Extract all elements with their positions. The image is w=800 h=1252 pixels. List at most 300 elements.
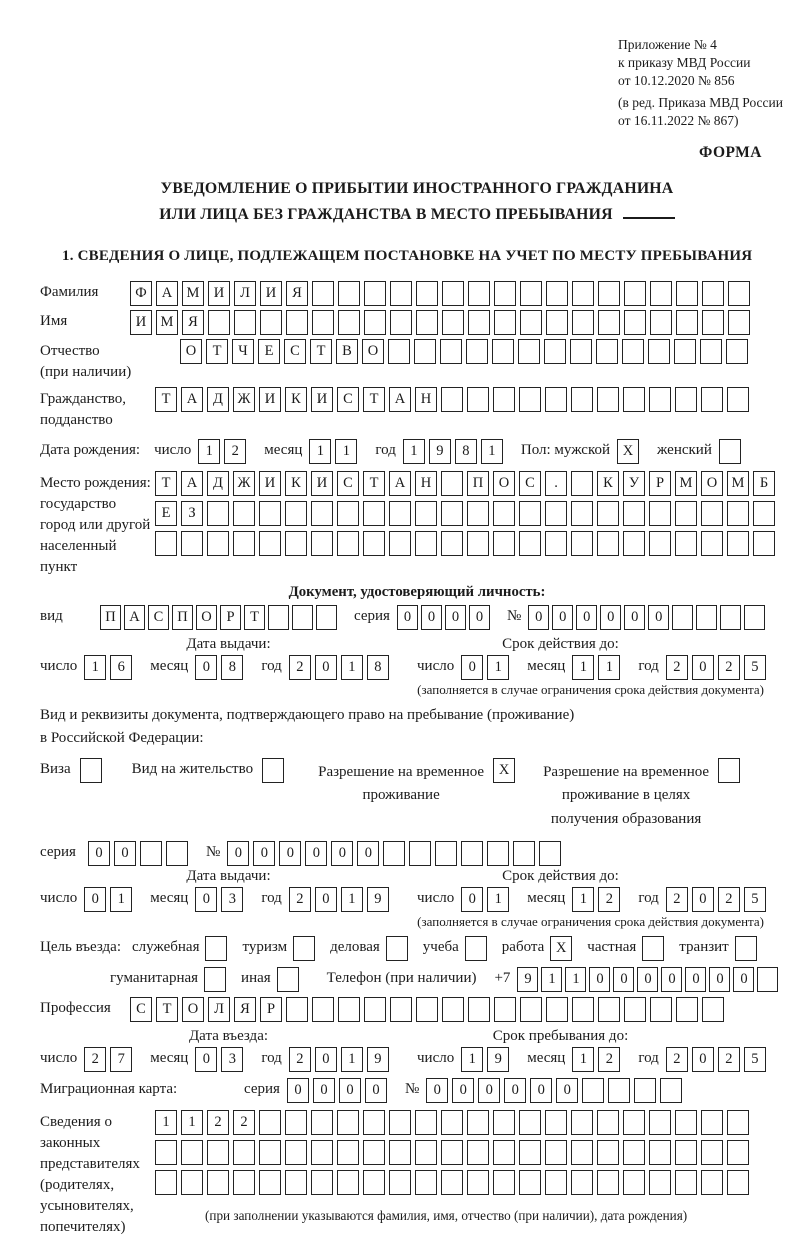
char-cell[interactable]: 0 [685, 967, 706, 992]
doc-series-boxes[interactable] [397, 605, 493, 630]
char-cell[interactable]: 9 [429, 439, 451, 464]
char-cell[interactable] [649, 1170, 671, 1195]
char-cell[interactable] [701, 1170, 723, 1195]
char-cell[interactable] [571, 1110, 593, 1135]
char-cell[interactable]: 0 [88, 841, 110, 866]
char-cell[interactable] [262, 758, 284, 783]
char-cell[interactable]: 2 [598, 1047, 620, 1072]
issue2-year[interactable] [289, 887, 393, 912]
char-cell[interactable]: О [701, 471, 723, 496]
char-cell[interactable] [719, 439, 741, 464]
char-cell[interactable] [285, 1140, 307, 1165]
char-cell[interactable] [546, 310, 568, 335]
char-cell[interactable] [390, 997, 412, 1022]
char-cell[interactable] [286, 997, 308, 1022]
char-cell[interactable]: 1 [481, 439, 503, 464]
char-cell[interactable] [701, 1110, 723, 1135]
char-cell[interactable]: Т [206, 339, 228, 364]
char-cell[interactable]: У [623, 471, 645, 496]
char-cell[interactable] [675, 531, 697, 556]
char-cell[interactable] [285, 1110, 307, 1135]
char-cell[interactable]: 0 [576, 605, 597, 630]
char-cell[interactable] [155, 1140, 177, 1165]
char-cell[interactable] [571, 1140, 593, 1165]
guardians-row2[interactable] [155, 1140, 753, 1165]
char-cell[interactable] [338, 310, 360, 335]
char-cell[interactable] [441, 1140, 463, 1165]
char-cell[interactable]: А [124, 605, 145, 630]
char-cell[interactable] [364, 281, 386, 306]
char-cell[interactable] [513, 841, 535, 866]
char-cell[interactable] [233, 1170, 255, 1195]
char-cell[interactable]: 1 [565, 967, 586, 992]
char-cell[interactable] [337, 1110, 359, 1135]
char-cell[interactable]: И [311, 387, 333, 412]
char-cell[interactable] [597, 531, 619, 556]
profession-boxes[interactable] [130, 997, 728, 1022]
char-cell[interactable]: 6 [110, 655, 132, 680]
purpose-private-checkbox[interactable] [642, 936, 668, 961]
char-cell[interactable]: 1 [309, 439, 331, 464]
char-cell[interactable]: А [181, 471, 203, 496]
char-cell[interactable]: 1 [572, 887, 594, 912]
char-cell[interactable]: Т [155, 471, 177, 496]
char-cell[interactable]: 2 [666, 887, 688, 912]
char-cell[interactable] [311, 1110, 333, 1135]
char-cell[interactable] [493, 1140, 515, 1165]
char-cell[interactable] [466, 339, 488, 364]
char-cell[interactable]: 0 [84, 887, 106, 912]
char-cell[interactable] [389, 531, 411, 556]
stay-month[interactable] [572, 1047, 624, 1072]
char-cell[interactable] [676, 281, 698, 306]
char-cell[interactable] [623, 1140, 645, 1165]
char-cell[interactable] [207, 1170, 229, 1195]
char-cell[interactable] [518, 339, 540, 364]
char-cell[interactable]: 1 [110, 887, 132, 912]
char-cell[interactable] [597, 1110, 619, 1135]
char-cell[interactable]: А [156, 281, 178, 306]
char-cell[interactable] [519, 387, 541, 412]
char-cell[interactable]: 0 [452, 1078, 474, 1103]
char-cell[interactable]: 0 [552, 605, 573, 630]
char-cell[interactable] [207, 1140, 229, 1165]
char-cell[interactable] [676, 997, 698, 1022]
char-cell[interactable]: Я [182, 310, 204, 335]
char-cell[interactable]: X [493, 758, 515, 783]
char-cell[interactable] [570, 339, 592, 364]
char-cell[interactable] [660, 1078, 682, 1103]
char-cell[interactable] [545, 1170, 567, 1195]
char-cell[interactable] [519, 1110, 541, 1135]
char-cell[interactable]: 0 [305, 841, 327, 866]
char-cell[interactable]: X [550, 936, 572, 961]
char-cell[interactable] [608, 1078, 630, 1103]
char-cell[interactable]: 2 [718, 887, 740, 912]
char-cell[interactable] [415, 501, 437, 526]
char-cell[interactable]: 2 [233, 1110, 255, 1135]
char-cell[interactable] [727, 387, 749, 412]
char-cell[interactable]: 0 [613, 967, 634, 992]
char-cell[interactable] [259, 1170, 281, 1195]
char-cell[interactable] [493, 531, 515, 556]
char-cell[interactable]: И [259, 387, 281, 412]
char-cell[interactable]: 1 [181, 1110, 203, 1135]
char-cell[interactable] [441, 531, 463, 556]
char-cell[interactable]: 1 [487, 655, 509, 680]
char-cell[interactable]: 0 [114, 841, 136, 866]
char-cell[interactable]: О [362, 339, 384, 364]
char-cell[interactable] [539, 841, 561, 866]
migration-series-boxes[interactable] [287, 1078, 391, 1103]
char-cell[interactable] [285, 531, 307, 556]
char-cell[interactable]: Р [649, 471, 671, 496]
valid1-month[interactable] [572, 655, 624, 680]
entry-year[interactable] [289, 1047, 393, 1072]
char-cell[interactable]: О [493, 471, 515, 496]
char-cell[interactable] [414, 339, 436, 364]
char-cell[interactable] [208, 310, 230, 335]
char-cell[interactable]: Б [753, 471, 775, 496]
issue1-month[interactable] [195, 655, 247, 680]
char-cell[interactable] [648, 339, 670, 364]
char-cell[interactable] [468, 310, 490, 335]
char-cell[interactable] [571, 1170, 593, 1195]
birth-place-row1[interactable] [155, 471, 779, 496]
char-cell[interactable]: 5 [744, 887, 766, 912]
char-cell[interactable] [545, 1140, 567, 1165]
char-cell[interactable] [727, 531, 749, 556]
char-cell[interactable] [675, 1170, 697, 1195]
issue2-month[interactable] [195, 887, 247, 912]
char-cell[interactable] [622, 339, 644, 364]
char-cell[interactable]: О [180, 339, 202, 364]
char-cell[interactable]: 2 [718, 1047, 740, 1072]
char-cell[interactable] [312, 997, 334, 1022]
firstname-boxes[interactable] [130, 310, 754, 335]
char-cell[interactable] [494, 310, 516, 335]
char-cell[interactable]: С [337, 471, 359, 496]
char-cell[interactable] [260, 310, 282, 335]
char-cell[interactable]: 2 [666, 1047, 688, 1072]
char-cell[interactable]: Ч [232, 339, 254, 364]
char-cell[interactable] [753, 531, 775, 556]
guardians-row3[interactable] [155, 1170, 753, 1195]
doc-kind-boxes[interactable] [100, 605, 340, 630]
char-cell[interactable] [487, 841, 509, 866]
char-cell[interactable]: 9 [517, 967, 538, 992]
char-cell[interactable] [468, 281, 490, 306]
char-cell[interactable]: 0 [692, 887, 714, 912]
char-cell[interactable]: 2 [289, 655, 311, 680]
char-cell[interactable] [572, 997, 594, 1022]
char-cell[interactable]: 8 [455, 439, 477, 464]
char-cell[interactable] [571, 531, 593, 556]
char-cell[interactable] [701, 1140, 723, 1165]
char-cell[interactable]: 0 [692, 1047, 714, 1072]
char-cell[interactable] [390, 310, 412, 335]
char-cell[interactable]: 0 [469, 605, 490, 630]
char-cell[interactable]: 1 [541, 967, 562, 992]
char-cell[interactable] [696, 605, 717, 630]
char-cell[interactable]: Т [363, 387, 385, 412]
char-cell[interactable] [598, 997, 620, 1022]
char-cell[interactable] [546, 997, 568, 1022]
char-cell[interactable] [519, 1140, 541, 1165]
char-cell[interactable] [467, 531, 489, 556]
char-cell[interactable] [649, 531, 671, 556]
char-cell[interactable] [467, 501, 489, 526]
char-cell[interactable] [494, 997, 516, 1022]
char-cell[interactable] [233, 531, 255, 556]
char-cell[interactable] [467, 1170, 489, 1195]
birth-day-boxes[interactable] [198, 439, 250, 464]
char-cell[interactable] [493, 1110, 515, 1135]
char-cell[interactable] [259, 501, 281, 526]
valid2-day[interactable] [461, 887, 513, 912]
char-cell[interactable]: 0 [315, 655, 337, 680]
char-cell[interactable]: М [727, 471, 749, 496]
residence-number-boxes[interactable] [227, 841, 565, 866]
char-cell[interactable]: Ж [233, 471, 255, 496]
char-cell[interactable] [363, 501, 385, 526]
char-cell[interactable] [389, 1110, 411, 1135]
char-cell[interactable] [363, 1170, 385, 1195]
char-cell[interactable]: А [389, 387, 411, 412]
sex-female-checkbox[interactable] [719, 439, 745, 464]
char-cell[interactable] [702, 310, 724, 335]
purpose-tourism-checkbox[interactable] [293, 936, 319, 961]
char-cell[interactable]: 0 [556, 1078, 578, 1103]
valid2-year[interactable] [666, 887, 770, 912]
char-cell[interactable] [441, 471, 463, 496]
char-cell[interactable]: 0 [195, 655, 217, 680]
char-cell[interactable] [259, 531, 281, 556]
char-cell[interactable] [727, 1140, 749, 1165]
char-cell[interactable] [435, 841, 457, 866]
char-cell[interactable] [389, 501, 411, 526]
char-cell[interactable]: Т [310, 339, 332, 364]
issue1-day[interactable] [84, 655, 136, 680]
char-cell[interactable]: 9 [367, 887, 389, 912]
char-cell[interactable] [701, 501, 723, 526]
char-cell[interactable] [753, 501, 775, 526]
char-cell[interactable]: 2 [718, 655, 740, 680]
char-cell[interactable] [597, 387, 619, 412]
char-cell[interactable] [442, 997, 464, 1022]
char-cell[interactable]: 0 [624, 605, 645, 630]
char-cell[interactable]: Т [244, 605, 265, 630]
char-cell[interactable] [286, 310, 308, 335]
char-cell[interactable]: И [208, 281, 230, 306]
char-cell[interactable] [205, 936, 227, 961]
edu-residence-checkbox[interactable] [718, 758, 744, 783]
char-cell[interactable]: Р [260, 997, 282, 1022]
char-cell[interactable] [675, 1140, 697, 1165]
char-cell[interactable] [259, 1140, 281, 1165]
purpose-business-checkbox[interactable] [205, 936, 231, 961]
char-cell[interactable]: 0 [478, 1078, 500, 1103]
char-cell[interactable]: 0 [365, 1078, 387, 1103]
char-cell[interactable]: 5 [744, 1047, 766, 1072]
char-cell[interactable] [386, 936, 408, 961]
char-cell[interactable] [675, 501, 697, 526]
char-cell[interactable]: 1 [84, 655, 106, 680]
char-cell[interactable] [545, 501, 567, 526]
purpose-other-checkbox[interactable] [277, 967, 303, 992]
char-cell[interactable] [337, 1140, 359, 1165]
purpose-transit-checkbox[interactable] [735, 936, 761, 961]
char-cell[interactable]: Ф [130, 281, 152, 306]
char-cell[interactable] [572, 281, 594, 306]
char-cell[interactable] [520, 310, 542, 335]
char-cell[interactable] [493, 1170, 515, 1195]
char-cell[interactable] [363, 1110, 385, 1135]
char-cell[interactable] [140, 841, 162, 866]
purpose-commercial-checkbox[interactable] [386, 936, 412, 961]
char-cell[interactable] [207, 531, 229, 556]
char-cell[interactable] [649, 387, 671, 412]
char-cell[interactable]: X [617, 439, 639, 464]
char-cell[interactable] [155, 1170, 177, 1195]
char-cell[interactable]: С [337, 387, 359, 412]
char-cell[interactable] [720, 605, 741, 630]
char-cell[interactable]: И [259, 471, 281, 496]
char-cell[interactable] [493, 501, 515, 526]
char-cell[interactable] [233, 501, 255, 526]
char-cell[interactable] [415, 1170, 437, 1195]
char-cell[interactable]: 0 [426, 1078, 448, 1103]
char-cell[interactable]: Я [234, 997, 256, 1022]
char-cell[interactable] [441, 1110, 463, 1135]
char-cell[interactable] [311, 1170, 333, 1195]
char-cell[interactable]: 0 [279, 841, 301, 866]
char-cell[interactable] [582, 1078, 604, 1103]
char-cell[interactable]: 0 [530, 1078, 552, 1103]
birth-year-boxes[interactable] [403, 439, 507, 464]
char-cell[interactable] [181, 1170, 203, 1195]
char-cell[interactable] [571, 471, 593, 496]
char-cell[interactable] [311, 531, 333, 556]
char-cell[interactable] [416, 310, 438, 335]
char-cell[interactable] [277, 967, 299, 992]
char-cell[interactable] [623, 531, 645, 556]
char-cell[interactable]: С [284, 339, 306, 364]
char-cell[interactable] [519, 531, 541, 556]
char-cell[interactable] [571, 501, 593, 526]
char-cell[interactable]: С [148, 605, 169, 630]
char-cell[interactable] [181, 531, 203, 556]
char-cell[interactable]: 1 [341, 655, 363, 680]
char-cell[interactable] [701, 387, 723, 412]
char-cell[interactable] [598, 310, 620, 335]
char-cell[interactable]: 0 [661, 967, 682, 992]
char-cell[interactable]: 0 [195, 1047, 217, 1072]
stay-day[interactable] [461, 1047, 513, 1072]
char-cell[interactable]: 2 [598, 887, 620, 912]
char-cell[interactable]: 0 [733, 967, 754, 992]
valid2-month[interactable] [572, 887, 624, 912]
char-cell[interactable] [519, 1170, 541, 1195]
char-cell[interactable] [623, 387, 645, 412]
char-cell[interactable] [675, 387, 697, 412]
char-cell[interactable] [623, 1110, 645, 1135]
purpose-humanitarian-checkbox[interactable] [204, 967, 230, 992]
char-cell[interactable] [598, 281, 620, 306]
char-cell[interactable] [442, 281, 464, 306]
char-cell[interactable]: 0 [195, 887, 217, 912]
char-cell[interactable]: 1 [198, 439, 220, 464]
char-cell[interactable]: 9 [487, 1047, 509, 1072]
char-cell[interactable] [718, 758, 740, 783]
visa-checkbox[interactable] [80, 758, 106, 783]
char-cell[interactable]: 0 [461, 655, 483, 680]
char-cell[interactable] [467, 1140, 489, 1165]
char-cell[interactable] [650, 281, 672, 306]
char-cell[interactable]: С [519, 471, 541, 496]
char-cell[interactable] [674, 339, 696, 364]
citizenship-boxes[interactable] [155, 387, 753, 412]
char-cell[interactable]: О [196, 605, 217, 630]
char-cell[interactable] [545, 1110, 567, 1135]
char-cell[interactable]: 5 [744, 655, 766, 680]
char-cell[interactable] [337, 501, 359, 526]
char-cell[interactable]: И [311, 471, 333, 496]
char-cell[interactable] [233, 1140, 255, 1165]
char-cell[interactable]: Т [363, 471, 385, 496]
char-cell[interactable] [726, 339, 748, 364]
valid1-year[interactable] [666, 655, 770, 680]
char-cell[interactable]: 0 [315, 887, 337, 912]
char-cell[interactable]: 0 [421, 605, 442, 630]
char-cell[interactable] [702, 997, 724, 1022]
char-cell[interactable] [727, 501, 749, 526]
char-cell[interactable] [316, 605, 337, 630]
valid1-day[interactable] [461, 655, 513, 680]
char-cell[interactable] [390, 281, 412, 306]
char-cell[interactable]: 3 [221, 887, 243, 912]
temp-residence-checkbox[interactable] [493, 758, 519, 783]
char-cell[interactable] [728, 281, 750, 306]
char-cell[interactable] [207, 501, 229, 526]
char-cell[interactable]: К [285, 471, 307, 496]
char-cell[interactable]: 1 [341, 1047, 363, 1072]
char-cell[interactable]: 1 [155, 1110, 177, 1135]
char-cell[interactable] [700, 339, 722, 364]
char-cell[interactable] [467, 1110, 489, 1135]
char-cell[interactable] [415, 1110, 437, 1135]
char-cell[interactable]: 0 [461, 887, 483, 912]
char-cell[interactable] [650, 310, 672, 335]
char-cell[interactable] [728, 310, 750, 335]
char-cell[interactable]: 1 [341, 887, 363, 912]
char-cell[interactable] [623, 501, 645, 526]
char-cell[interactable] [285, 501, 307, 526]
patronymic-boxes[interactable] [180, 339, 752, 364]
char-cell[interactable] [650, 997, 672, 1022]
char-cell[interactable]: 3 [221, 1047, 243, 1072]
char-cell[interactable] [415, 1140, 437, 1165]
birth-place-row3[interactable] [155, 531, 779, 556]
char-cell[interactable] [676, 310, 698, 335]
char-cell[interactable]: 0 [227, 841, 249, 866]
char-cell[interactable]: 2 [224, 439, 246, 464]
char-cell[interactable]: З [181, 501, 203, 526]
char-cell[interactable]: Е [258, 339, 280, 364]
char-cell[interactable] [467, 387, 489, 412]
char-cell[interactable]: 1 [572, 1047, 594, 1072]
char-cell[interactable] [623, 1170, 645, 1195]
